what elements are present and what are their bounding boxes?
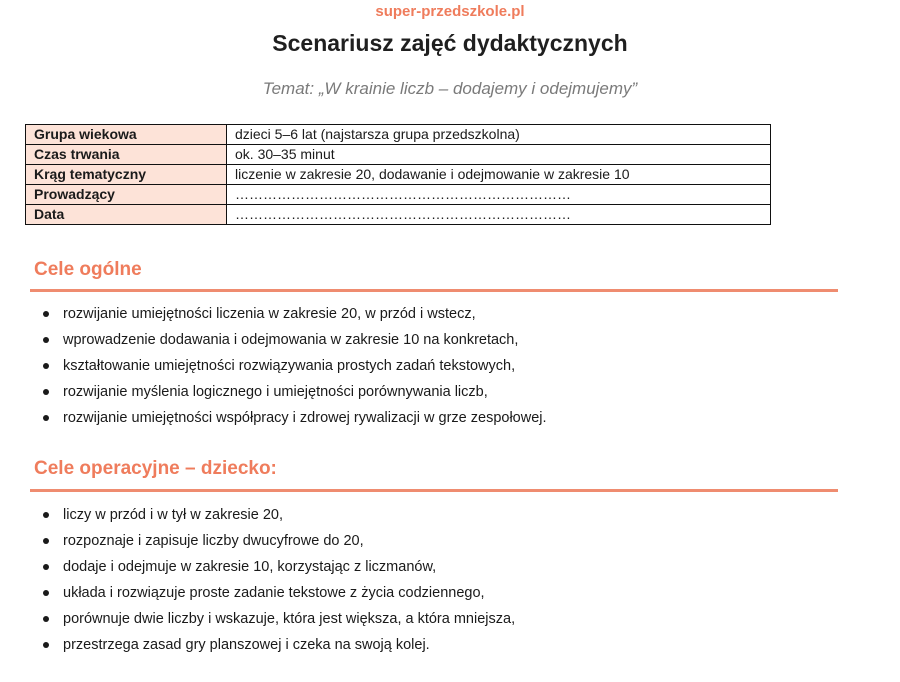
row-value: ……………………………………………………………… (227, 205, 771, 225)
list-item (42, 353, 547, 379)
bullet-icon (43, 389, 49, 395)
list-item (42, 606, 515, 632)
section-heading-general-goals: Cele ogólne (34, 259, 142, 280)
page-title: Scenariusz zajęć dydaktycznych (272, 30, 628, 56)
list-item (42, 327, 547, 353)
bullet-icon (43, 590, 49, 596)
bullet-icon (43, 337, 49, 343)
table-row (26, 185, 771, 205)
list-item (42, 379, 547, 405)
list-item-text: rozwijanie myślenia logicznego i umiejętności porównywania liczb, (63, 384, 488, 400)
list-item (42, 405, 547, 431)
list-item (42, 580, 515, 606)
list-item-text: porównuje dwie liczby i wskazuje, która jest większa, a która mniejsza, (63, 611, 516, 627)
page-subtitle: Temat: „W krainie liczb – dodajemy i odejmujemy” (262, 79, 638, 98)
bullet-icon (43, 538, 49, 544)
list-item (42, 502, 515, 528)
bullet-icon (43, 616, 49, 622)
list-item-text: kształtowanie umiejętności rozwiązywania prostych zadań tekstowych, (63, 358, 516, 374)
bullet-icon (43, 512, 49, 518)
table-row (26, 125, 771, 145)
bullet-icon (43, 415, 49, 421)
table-row (26, 205, 771, 225)
row-label: Krąg tematyczny (26, 165, 227, 185)
list-item (42, 301, 547, 327)
list-item (42, 632, 515, 658)
section-heading-operational-goals: Cele operacyjne – dziecko: (34, 458, 277, 479)
table-row (26, 165, 771, 185)
site-name: super-przedszkole.pl (375, 3, 525, 20)
list-item (42, 554, 515, 580)
row-label: Data (26, 205, 227, 225)
row-label: Prowadzący (26, 185, 227, 205)
list-item-text: wprowadzenie dodawania i odejmowania w zakresie 10 na konkretach, (63, 332, 519, 348)
row-value: ok. 30–35 minut (227, 145, 771, 165)
list-item-text: rozpoznaje i zapisuje liczby dwucyfrowe do 20, (63, 533, 364, 549)
list-item-text: rozwijanie umiejętności liczenia w zakresie 20, w przód i wstecz, (63, 306, 476, 322)
row-value: dzieci 5–6 lat (najstarsza grupa przedszkolna) (227, 125, 771, 145)
list-item-text: układa i rozwiązuje proste zadanie tekstowe z życia codziennego, (63, 585, 485, 601)
list-item-text: liczy w przód i w tył w zakresie 20, (63, 507, 283, 523)
row-label: Czas trwania (26, 145, 227, 165)
list-item-text: rozwijanie umiejętności współpracy i zdrowej rywalizacji w grze zespołowej. (63, 410, 547, 426)
row-value: liczenie w zakresie 20, dodawanie i odejmowanie w zakresie 10 (227, 165, 771, 185)
row-value: ……………………………………………………………… (227, 185, 771, 205)
list-item-text: dodaje i odejmuje w zakresie 10, korzystając z liczmanów, (63, 559, 437, 575)
row-label: Grupa wiekowa (26, 125, 227, 145)
info-table (25, 124, 771, 225)
section-divider (30, 489, 838, 492)
table-row (26, 145, 771, 165)
general-goals-list (42, 301, 547, 431)
list-item (42, 528, 515, 554)
bullet-icon (43, 642, 49, 648)
bullet-icon (43, 363, 49, 369)
section-divider (30, 289, 838, 292)
list-item-text: przestrzega zasad gry planszowej i czeka na swoją kolej. (63, 637, 430, 653)
bullet-icon (43, 564, 49, 570)
operational-goals-list (42, 502, 515, 658)
bullet-icon (43, 311, 49, 317)
